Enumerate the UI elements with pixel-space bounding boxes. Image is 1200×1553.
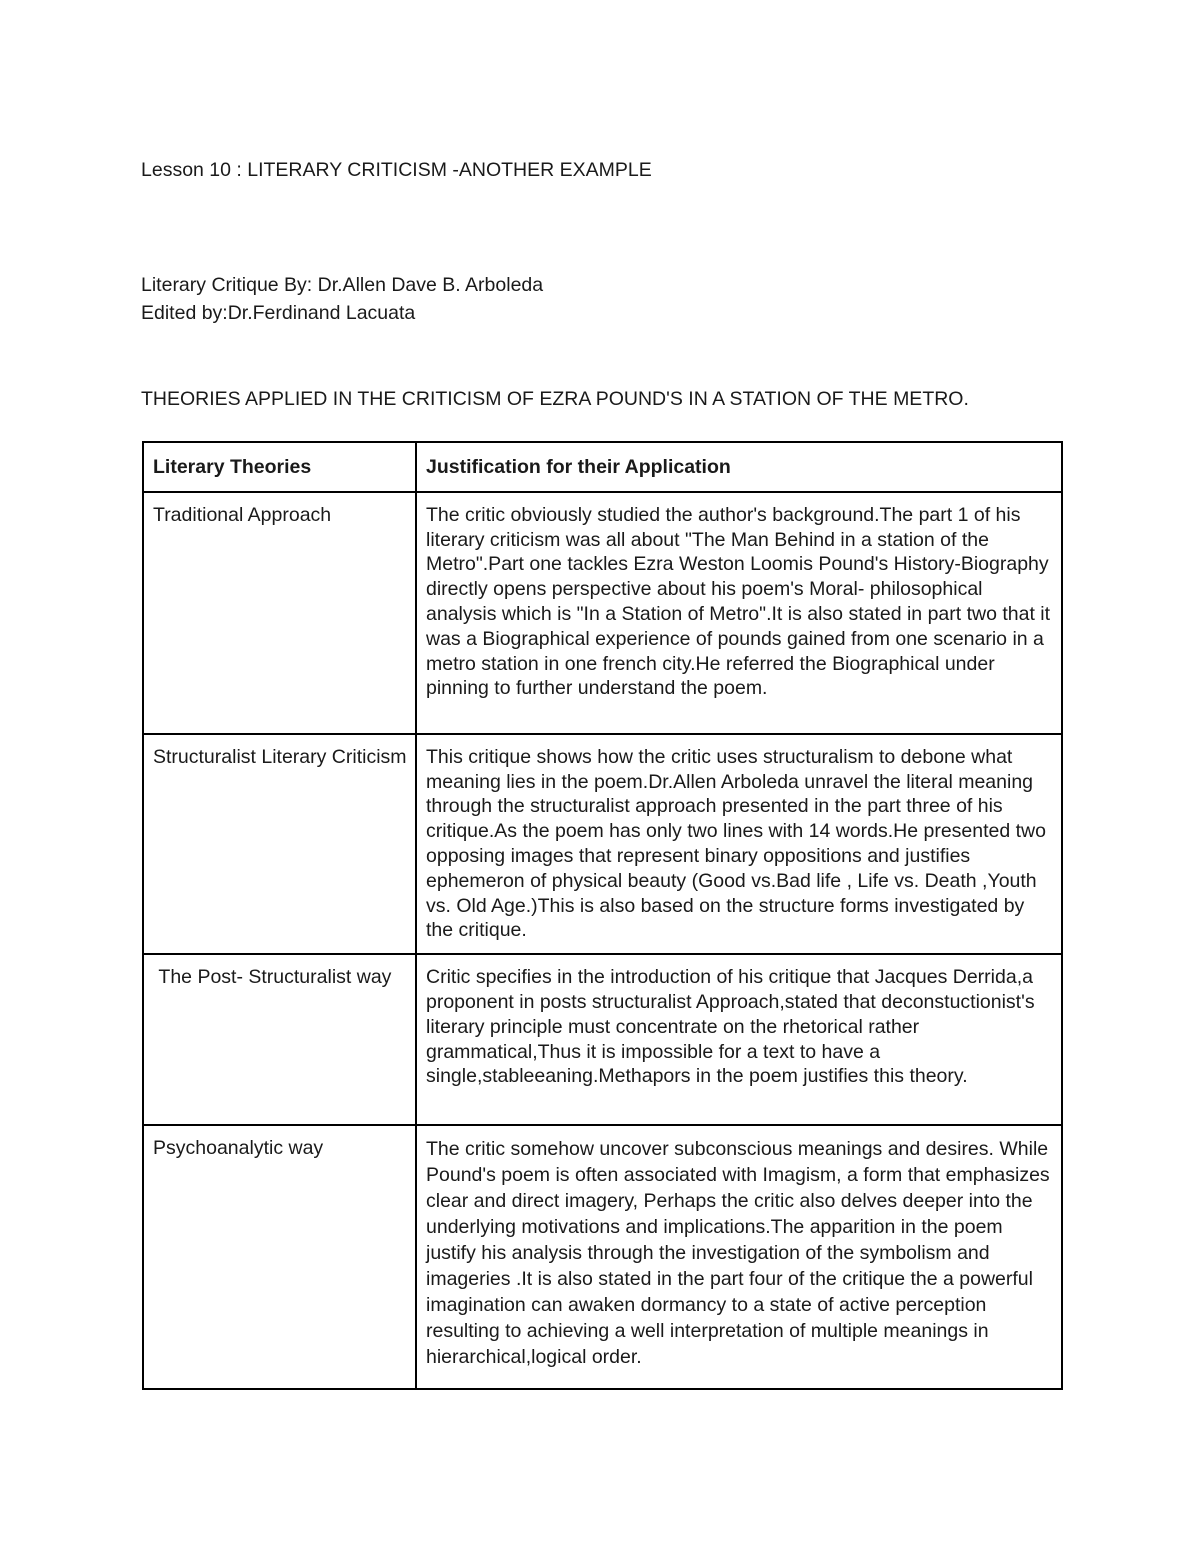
theory-cell: Structuralist Literary Criticism bbox=[143, 734, 416, 954]
theory-cell: Psychoanalytic way bbox=[143, 1125, 416, 1389]
justification-cell: This critique shows how the critic uses structuralism to debone what meaning lies in the poem.Dr.Allen Arboleda unravel the literal meaning through the structuralist approach presented in the part three of his critique.As the poem has only two lines with 14 words.He presented two opposing images that represent binary oppositions and justifies ephemeron of physical beauty (Good vs.Bad life , Life vs. Death ,Youth vs. Old Age.)This is also based on the structure forms investigated by the critique. bbox=[416, 734, 1062, 954]
theories-table bbox=[142, 441, 1063, 1390]
theory-cell: Traditional Approach bbox=[143, 492, 416, 734]
section-heading: THEORIES APPLIED IN THE CRITICISM OF EZRA POUND'S IN A STATION OF THE METRO. bbox=[141, 388, 969, 410]
justification-cell: Critic specifies in the introduction of his critique that Jacques Derrida,a proponent in posts structuralist Approach,stated that deconstuctionist's literary principle must concentrate on the rhetorical rather grammatical,Thus it is impossible for a text to have a single,stableeaning.Methapors in the poem justifies this theory. bbox=[416, 954, 1062, 1125]
lesson-title: Lesson 10 : LITERARY CRITICISM -ANOTHER EXAMPLE bbox=[141, 159, 652, 181]
table-row bbox=[143, 1125, 1062, 1389]
header-literary-theories: Literary Theories bbox=[143, 442, 416, 492]
critique-author-line: Literary Critique By: Dr.Allen Dave B. Arboleda bbox=[141, 274, 544, 296]
header-justification: Justification for their Application bbox=[416, 442, 1062, 492]
table-header-row bbox=[143, 442, 1062, 492]
table-row bbox=[143, 492, 1062, 734]
editor-line: Edited by:Dr.Ferdinand Lacuata bbox=[141, 302, 416, 324]
theory-cell: The Post- Structuralist way bbox=[143, 954, 416, 1125]
justification-cell: The critic obviously studied the author's background.The part 1 of his literary criticism was all about "The Man Behind in a station of the Metro".Part one tackles Ezra Weston Loomis Pound's History-Biography directly opens perspective about his poem's Moral- philosophical analysis which is "In a Station of Metro".It is also stated in part two that it was a Biographical experience of pounds gained from one scenario in a metro station in one french city.He referred the Biographical under pinning to further understand the poem. bbox=[416, 492, 1062, 734]
table-row bbox=[143, 954, 1062, 1125]
table-row bbox=[143, 734, 1062, 954]
justification-cell: The critic somehow uncover subconscious meanings and desires. While Pound's poem is often associated with Imagism, a form that emphasizes clear and direct imagery, Perhaps the critic also delves deeper into the underlying motivations and implications.The apparition in the poem justify his analysis through the investigation of the symbolism and imageries .It is also stated in the part four of the critique the a powerful imagination can awaken dormancy to a state of active perception resulting to achieving a well interpretation of multiple meanings in hierarchical,logical order. bbox=[416, 1125, 1062, 1389]
